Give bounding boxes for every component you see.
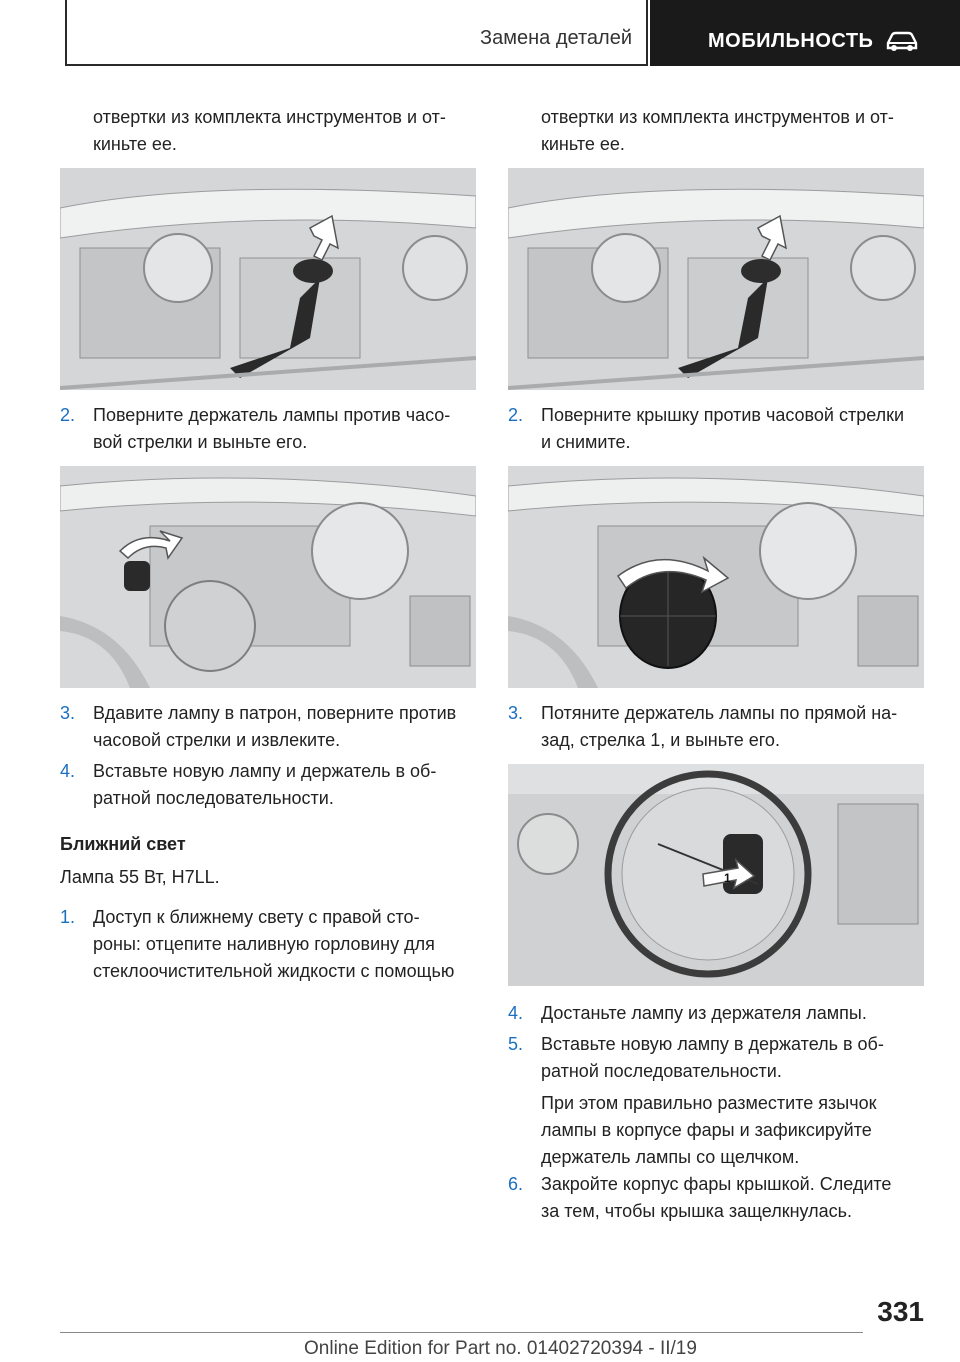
lamp-spec: Лампа 55 Вт, H7LL. (60, 867, 220, 887)
headlamp-illustration-1 (60, 168, 476, 390)
arrow-callout-label: 1 (724, 871, 731, 885)
car-icon (885, 30, 919, 52)
footer-divider (60, 1332, 863, 1333)
headlamp-illustration-2 (60, 466, 476, 688)
left-intro: отвертки из комплекта инструментов и от- киньте ее. (93, 107, 446, 154)
edition-info: Online Edition for Part no. 01402720394 - II/19 (304, 1338, 697, 1359)
right-step-5-note: При этом правильно разместите язычок лампы в корпусе фары и зафиксируйте держатель лампы со щелчком. (541, 1093, 877, 1167)
header-chapter-tab (650, 0, 960, 66)
headlamp-illustration-3 (508, 168, 924, 390)
section-heading-low-beam: Ближний свет (60, 834, 186, 854)
headlamp-illustration-5 (508, 764, 924, 986)
section-title: Замена деталей (480, 27, 632, 49)
page-number: 331 (877, 1296, 924, 1327)
chapter-title: МОБИЛЬНОСТЬ (708, 30, 874, 52)
headlamp-illustration-4 (508, 466, 924, 688)
header-section-tab (65, 0, 648, 66)
right-intro: отвертки из комплекта инструментов и от- киньте ее. (541, 107, 894, 154)
